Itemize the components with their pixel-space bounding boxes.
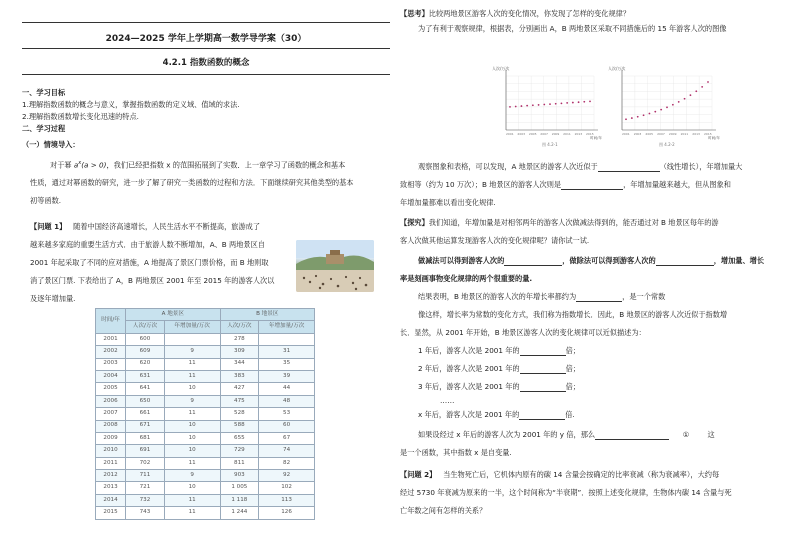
data-point xyxy=(678,101,680,103)
data-point xyxy=(695,90,697,92)
explore-bold-line-1: 做减法可以得到游客人次的 ，做除法可以得到游客人次的 ，增加量、增长 xyxy=(418,256,765,265)
intro-line-2: 性质，通过对幂函数的研究，进一步了解了研究一类函数的过程和方法．下面继续研究其他类型的基本 xyxy=(30,178,354,187)
result-line-2: 像这样，增长率为常数的变化方式，我们称为指数增长．因此，B 地景区的游客人次近似于指数增 xyxy=(418,310,728,319)
table-cell: 600 xyxy=(126,333,165,345)
table-row xyxy=(96,420,315,432)
table-cell: 528 xyxy=(220,408,259,420)
table-cell: 67 xyxy=(259,432,315,444)
table-row xyxy=(96,346,315,358)
table-cell: 2003 xyxy=(96,358,126,370)
col-header-b: B 地景区 xyxy=(220,309,314,321)
goals-heading: 一、学习目标 xyxy=(22,88,66,97)
table-row xyxy=(96,370,315,382)
col-header-b-visitors: 人次/万次 xyxy=(220,321,259,333)
table-cell: 11 xyxy=(164,370,220,382)
table-cell: 48 xyxy=(259,395,315,407)
table-cell: 383 xyxy=(220,370,259,382)
ellipsis: …… xyxy=(440,396,455,405)
goal-2: 2.理解指数函数增长变化迅速的特点. xyxy=(22,112,139,121)
data-point xyxy=(566,102,568,104)
data-point xyxy=(515,106,517,108)
table-row xyxy=(96,507,315,519)
blank-year-2[interactable] xyxy=(520,365,566,374)
data-point xyxy=(572,102,574,104)
table-row xyxy=(96,395,315,407)
year-x-line: x 年后，游客人次是 2001 年的 倍. xyxy=(418,410,575,419)
table-cell: 2005 xyxy=(96,383,126,395)
data-point xyxy=(589,100,591,102)
data-point xyxy=(707,81,709,83)
table-cell: 344 xyxy=(220,358,259,370)
table-cell: 681 xyxy=(126,432,165,444)
col-header-year: 时间/年 xyxy=(96,309,126,334)
table-cell: 811 xyxy=(220,457,259,469)
table-cell: 588 xyxy=(220,420,259,432)
x-tick-label: 2009 xyxy=(551,132,560,136)
data-point xyxy=(643,114,645,116)
table-cell: 691 xyxy=(126,445,165,457)
data-point xyxy=(637,116,639,118)
table-cell: 2006 xyxy=(96,395,126,407)
explore-bold-line-2: 率是刻画事物变化规律的两个很重要的量. xyxy=(400,274,533,283)
problem1-line-4: 消了景区门票. 下表给出了 A，B 两地景区 2001 年至 2015 年的游客人次以 xyxy=(30,276,275,285)
x-tick-label: 2003 xyxy=(633,132,642,136)
blank-constant-rate[interactable] xyxy=(576,293,622,302)
problem2-line-1: 【问题 2】 当生物死亡后，它机体内原有的碳 14 含量会按确定的比率衰减（称为衰减率），大约每 xyxy=(400,470,720,479)
blank-year-x[interactable] xyxy=(519,411,565,420)
blank-increase[interactable] xyxy=(504,257,562,266)
data-point xyxy=(701,86,703,88)
x-tick-label: 2007 xyxy=(540,132,548,136)
year-2-line: 2 年后，游客人次是 2001 年的 倍； xyxy=(418,364,580,373)
table-cell: 2008 xyxy=(96,420,126,432)
table-cell: 11 xyxy=(164,408,220,420)
table-cell: 11 xyxy=(164,494,220,506)
data-point xyxy=(543,104,545,106)
data-point xyxy=(649,113,651,115)
table-cell: 74 xyxy=(259,445,315,457)
intro-line-3: 初等函数. xyxy=(30,196,62,205)
data-point xyxy=(583,101,585,103)
x-axis-label: 时间/年 xyxy=(590,136,602,140)
table-cell: 702 xyxy=(126,457,165,469)
table-cell: 10 xyxy=(164,445,220,457)
table-cell: 9 xyxy=(164,346,220,358)
chart-a xyxy=(490,64,608,148)
data-point xyxy=(538,104,540,106)
x-axis-label: 时间/年 xyxy=(708,136,720,140)
x-tick-label: 2009 xyxy=(668,132,677,136)
table-cell: 631 xyxy=(126,370,165,382)
col-header-a-increase: 年增加量/万次 xyxy=(164,321,220,333)
data-point xyxy=(578,101,580,103)
data-point xyxy=(690,94,692,96)
explore-line-2: 客人次做其他运算发现游客人次的变化规律呢？请你试一试. xyxy=(400,236,590,245)
problem1-line-5: 及逐年增加量. xyxy=(30,294,76,303)
table-cell: 711 xyxy=(126,470,165,482)
x-tick-label: 2001 xyxy=(622,132,630,136)
table-cell: 102 xyxy=(259,482,315,494)
table-cell: 1 005 xyxy=(220,482,259,494)
table-row xyxy=(96,432,315,444)
x-tick-label: 2015 xyxy=(586,132,594,136)
table-cell: 661 xyxy=(126,408,165,420)
table-row xyxy=(96,333,315,345)
blank-function[interactable] xyxy=(595,431,669,440)
table-row xyxy=(96,445,315,457)
table-cell: 2011 xyxy=(96,457,126,469)
table-cell: 309 xyxy=(220,346,259,358)
x-tick-label: 2013 xyxy=(692,132,700,136)
table-cell: 11 xyxy=(164,507,220,519)
function-line-2: 是一个函数，其中指数 x 是自变量. xyxy=(400,448,512,457)
goal-1: 1.理解指数函数的概念与意义，掌握指数函数的定义域、值域的求法. xyxy=(22,100,240,109)
table-cell: 1 244 xyxy=(220,507,259,519)
table-cell: 35 xyxy=(259,358,315,370)
table-cell: 2002 xyxy=(96,346,126,358)
problem2-line-2: 经过 5730 年衰减为原来的一半，这个时间称为“半衰期”．按照上述变化规律，生物体内碳 14 含量与死 xyxy=(400,488,732,497)
table-cell xyxy=(259,333,315,345)
data-point xyxy=(526,105,528,107)
table-row xyxy=(96,457,315,469)
table-cell: 620 xyxy=(126,358,165,370)
table-cell: 92 xyxy=(259,470,315,482)
data-point xyxy=(654,111,656,113)
process-heading: 二、学习过程 xyxy=(22,124,66,133)
table-row xyxy=(96,482,315,494)
col-header-a: A 地景区 xyxy=(126,309,220,321)
blank-year-3[interactable] xyxy=(520,383,566,392)
table-cell: 671 xyxy=(126,420,165,432)
chart-caption: 图 4.2-2 xyxy=(659,142,675,147)
data-point xyxy=(555,103,557,105)
x-tick-label: 2013 xyxy=(574,132,583,136)
table-cell: 475 xyxy=(220,395,259,407)
page-title: 2024—2025 学年上学期高一数学导学案（30） xyxy=(105,34,307,44)
table-cell: 44 xyxy=(259,383,315,395)
table-cell: 721 xyxy=(126,482,165,494)
table-row xyxy=(96,494,315,506)
table-cell: 2012 xyxy=(96,470,126,482)
table-cell: 10 xyxy=(164,482,220,494)
x-tick-label: 2007 xyxy=(657,132,665,136)
table-cell: 9 xyxy=(164,395,220,407)
tourist-scene-image xyxy=(296,240,374,292)
table-cell: 2004 xyxy=(96,370,126,382)
data-point xyxy=(666,106,668,108)
x-tick-label: 2015 xyxy=(704,132,712,136)
section-title: 4.2.1 指数函数的概念 xyxy=(162,58,250,68)
x-tick-label: 2001 xyxy=(506,132,514,136)
header-rule-mid xyxy=(22,48,390,49)
observe-line-2: 致相等（约为 10 万次）；B 地景区的游客人次则是 ，年增加量越来越大，但从图象和 xyxy=(400,180,731,189)
table-cell: 2009 xyxy=(96,432,126,444)
table-cell: 9 xyxy=(164,470,220,482)
think-line-2: 为了有利于观察规律，根据表，分别画出 A，B 两地景区采取不同措施后的 15 年游客人次的图像 xyxy=(418,24,727,33)
table-cell: 2010 xyxy=(96,445,126,457)
blank-growth[interactable] xyxy=(561,181,623,190)
data-point xyxy=(660,109,662,111)
data-point xyxy=(561,102,563,104)
table-cell: 609 xyxy=(126,346,165,358)
problem2-line-3: 亡年数之间有怎样的关系？ xyxy=(400,506,487,515)
x-tick-label: 2011 xyxy=(563,132,571,136)
table-cell: 655 xyxy=(220,432,259,444)
table-cell: 2014 xyxy=(96,494,126,506)
intro-line-1: 对于幂 $a^x(a > 0)$，我们已经把指数 x 的范围拓展到了实数．上一章学习了函数的概念和基本 xyxy=(50,160,346,170)
table-cell: 2013 xyxy=(96,482,126,494)
table-cell: 53 xyxy=(259,408,315,420)
table-cell: 10 xyxy=(164,383,220,395)
table-cell: 650 xyxy=(126,395,165,407)
table-cell: 1 118 xyxy=(220,494,259,506)
explore-line-1: 【探究】我们知道，年增加量是对相邻两年的游客人次做减法得到的，能否通过对 B 地景区每年的游 xyxy=(400,218,719,227)
x-tick-label: 2011 xyxy=(680,132,689,136)
data-point xyxy=(631,117,633,119)
table-cell: 278 xyxy=(220,333,259,345)
chart-caption: 图 4.2-1 xyxy=(542,142,558,147)
table-cell: 743 xyxy=(126,507,165,519)
table-cell: 60 xyxy=(259,420,315,432)
table-row xyxy=(96,408,315,420)
intro-heading: （一）情境导入： xyxy=(22,140,80,149)
data-point xyxy=(532,104,534,106)
table-cell: 2007 xyxy=(96,408,126,420)
table-cell: 126 xyxy=(259,507,315,519)
table-cell: 113 xyxy=(259,494,315,506)
table-cell: 903 xyxy=(220,470,259,482)
data-point xyxy=(549,103,551,105)
observe-line-3: 年增加量都难以看出变化规律. xyxy=(400,198,496,207)
data-point xyxy=(672,104,674,106)
header-rule-top xyxy=(22,22,390,23)
visitor-data-table xyxy=(95,308,315,520)
table-cell: 729 xyxy=(220,445,259,457)
table-row xyxy=(96,358,315,370)
blank-year-1[interactable] xyxy=(520,347,566,356)
col-header-a-visitors: 人次/万次 xyxy=(126,321,165,333)
problem1-line-3: 2001 年起采取了不同的应对措施，A 地提高了景区门票价格，而 B 地则取 xyxy=(30,258,269,267)
table-cell: 2001 xyxy=(96,333,126,345)
table-cell: 641 xyxy=(126,383,165,395)
data-point xyxy=(521,105,523,107)
header-rule-bottom xyxy=(22,74,390,75)
result-line-3: 长．显然，从 2001 年开始，B 地景区游客人次的变化规律可以近似描述为： xyxy=(400,328,646,337)
x-tick-label: 2005 xyxy=(645,132,654,136)
year-1-line: 1 年后，游客人次是 2001 年的 倍； xyxy=(418,346,580,355)
x-tick-label: 2003 xyxy=(517,132,526,136)
table-cell: 39 xyxy=(259,370,315,382)
table-cell: 11 xyxy=(164,457,220,469)
data-point xyxy=(684,98,686,100)
problem1-line-2: 越来越多家庭的重要生活方式．由于旅游人数不断增加，A、B 两地景区自 xyxy=(30,240,265,249)
table-row xyxy=(96,383,315,395)
result-line-1: 结果表明，B 地景区的游客人次的年增长率都约为 ，是一个常数 xyxy=(418,292,666,301)
think-line-1: 【思考】比较两地景区游客人次的变化情况，你发现了怎样的变化规律？ xyxy=(400,9,631,18)
y-axis-label: 人次/万次 xyxy=(492,66,510,71)
col-header-b-increase: 年增加量/万次 xyxy=(259,321,315,333)
x-tick-label: 2005 xyxy=(528,132,537,136)
table-cell: 82 xyxy=(259,457,315,469)
table-cell: 2015 xyxy=(96,507,126,519)
data-point xyxy=(509,106,511,108)
blank-rate[interactable] xyxy=(656,257,714,266)
data-point xyxy=(625,118,627,120)
function-line-1: 如果设经过 x 年后的游客人次为 2001 年的 y 倍，那么 ① 这 xyxy=(418,430,715,439)
observe-line-1: 观察图象和表格，可以发现，A 地景区的游客人次近似于 （线性增长），年增加量大 xyxy=(418,162,743,171)
table-cell: 11 xyxy=(164,358,220,370)
table-cell: 732 xyxy=(126,494,165,506)
blank-linear[interactable] xyxy=(598,163,660,172)
table-row xyxy=(96,470,315,482)
problem1-line-1: 【问题 1】 随着中国经济高速增长，人民生活水平不断提高，旅游成了 xyxy=(30,222,261,231)
table-cell: 31 xyxy=(259,346,315,358)
table-cell: 427 xyxy=(220,383,259,395)
chart-b xyxy=(606,64,726,148)
year-3-line: 3 年后，游客人次是 2001 年的 倍； xyxy=(418,382,580,391)
table-cell xyxy=(164,333,220,345)
table-cell: 10 xyxy=(164,420,220,432)
table-cell: 10 xyxy=(164,432,220,444)
y-axis-label: 人次/万次 xyxy=(608,66,626,71)
